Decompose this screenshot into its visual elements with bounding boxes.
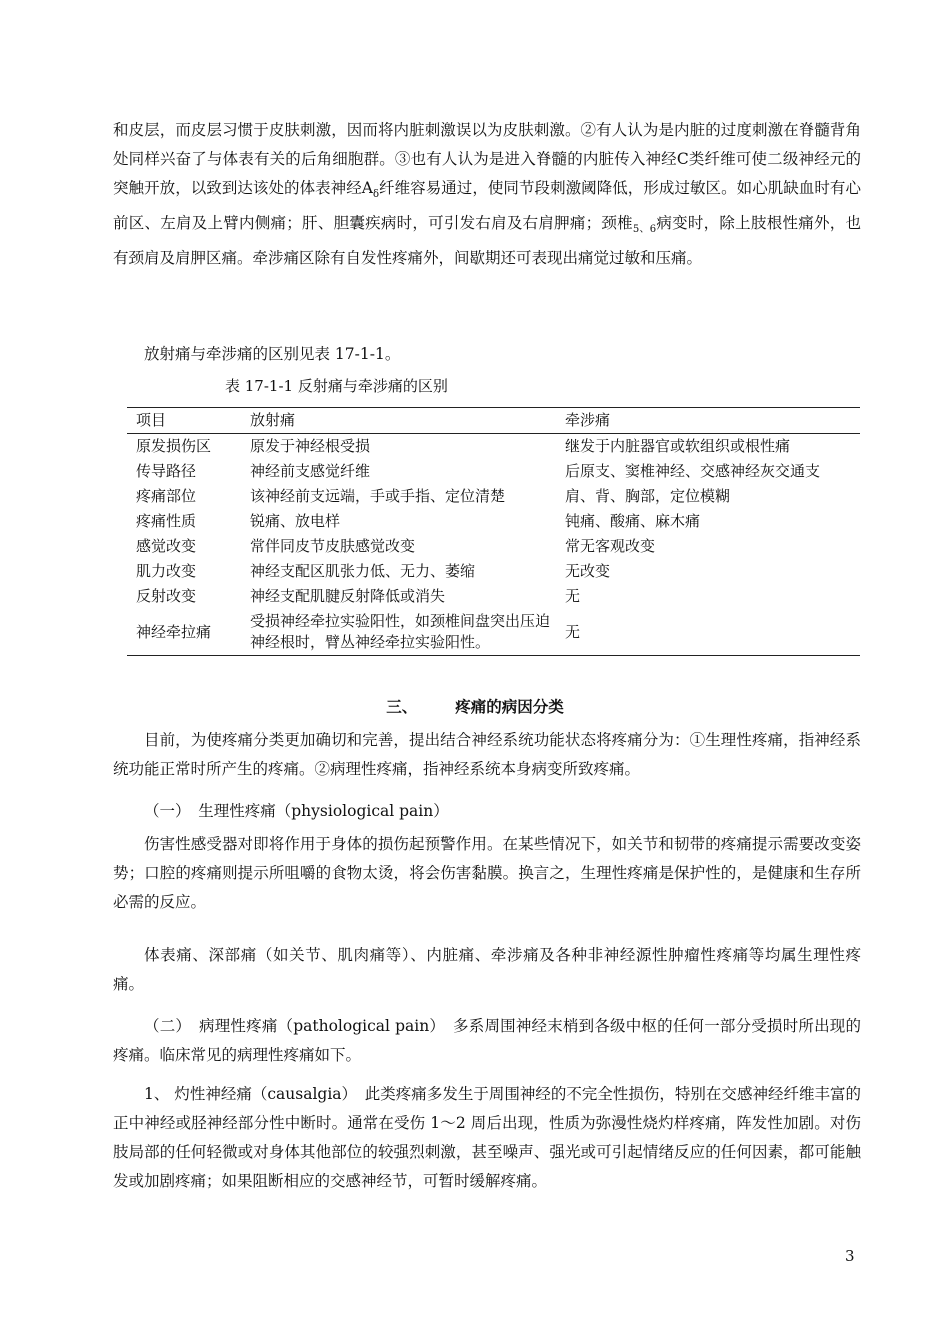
paragraph-physiological-pain: 伤害性感受器对即将作用于身体的损伤起预警作用。在某些情况下，如关节和韧带的疼痛提示需要改变姿势；口腔的疼痛则提示所咀嚼的食物太烫，将会伤害黏膜。换言之，生理性疼痛是保护性的，是健康和生存所必需的反应。 <box>113 835 861 911</box>
paragraph-table-reference: 放射痛与牵涉痛的区别见表 17-1-1。 <box>144 345 401 363</box>
table-cell: 该神经前支远端，手或手指、定位清楚 <box>250 487 506 505</box>
paragraph-text: 纤维容易通过，使同节段刺激阈降低，形成过敏区。如心肌缺血时有心前区、左肩及上臂内侧痛；肝、胆囊疾病时，可引发右肩及右肩胛痛；颈椎 <box>113 179 861 233</box>
table-header-row <box>127 408 860 434</box>
table-cell: 反射改变 <box>136 587 197 605</box>
table-row <box>127 559 860 584</box>
table-row <box>127 484 860 509</box>
table-cell: 常伴同皮节皮肤感觉改变 <box>250 537 416 555</box>
table-row <box>127 534 860 559</box>
table-cell: 肌力改变 <box>136 562 197 580</box>
table-cell: 常无客观改变 <box>565 537 656 555</box>
table-cell: 无改变 <box>565 562 611 580</box>
comparison-table <box>127 407 860 656</box>
table-cell: 疼痛性质 <box>136 512 197 530</box>
table-cell: 肩、背、胸部，定位模糊 <box>565 487 731 505</box>
cervical-subscript: 5、6 <box>632 224 657 236</box>
table-cell: 钝痛、酸痛、麻木痛 <box>565 512 701 530</box>
table-cell: 传导路径 <box>136 462 197 480</box>
table-cell: 受损神经牵拉实验阳性，如颈椎间盘突出压迫神经根时，臂丛神经牵拉实验阳性。 <box>241 609 556 656</box>
table-cell: 无 <box>565 587 581 605</box>
table-row <box>127 609 860 656</box>
table-header-cell: 项目 <box>127 408 241 434</box>
paragraph-physiological-examples: 体表痛、深部痛（如关节、肌肉痛等）、内脏痛、牵涉痛及各种非神经源性肿瘤性疼痛等均属生理性疼痛。 <box>113 946 861 993</box>
paragraph-text: 病变时，除上肢根性痛外，也有颈肩及肩胛区痛。牵涉痛区除有自发性疼痛外，间歇期还可表现出痛觉过敏和压痛。 <box>113 214 861 268</box>
paragraph-causalgia: 1、 灼性神经痛（causalgia） 此类疼痛多发生于周围神经的不完全性损伤，特别在交感神经纤维丰富的正中神经或胫神经部分性中断时。通常在受伤 1～2 周后出现，性质为弥漫性烧灼样疼痛，阵发性加剧。对伤肢局部的任何轻微或对身体其他部位的较强烈刺激，甚至噪声、强光或可引起情绪反应的任何因素，都可能触发或加剧疼痛；如果阻断相应的交感神经节，可暂时缓解疼痛。 <box>113 1085 861 1190</box>
table-cell: 疼痛部位 <box>136 487 197 505</box>
table-cell: 神经牵拉痛 <box>127 609 241 656</box>
table-cell: 原发损伤区 <box>136 437 212 455</box>
table-cell: 神经前支感觉纤维 <box>250 462 371 480</box>
table-cell: 无 <box>556 609 860 656</box>
paragraph-classification: 目前，为使疼痛分类更加确切和完善，提出结合神经系统功能状态将疼痛分为：①生理性疼痛，指神经系统功能正常时所产生的疼痛。②病理性疼痛，指神经系统本身病变所致疼痛。 <box>113 731 861 778</box>
table-header-cell: 放射痛 <box>241 408 556 434</box>
table-cell: 神经支配肌腱反射降低或消失 <box>250 587 446 605</box>
nerve-fiber-symbol: A <box>361 179 373 197</box>
table-cell: 锐痛、放电样 <box>250 512 341 530</box>
table-row <box>127 434 860 460</box>
table-row <box>127 459 860 484</box>
subheading-physiological-pain: （一） 生理性疼痛（physiological pain） <box>144 802 449 820</box>
section-heading <box>0 695 950 719</box>
paragraph-referred-pain-mechanism <box>113 116 861 273</box>
table-cell: 原发于神经根受损 <box>250 437 371 455</box>
nerve-fiber-subscript: δ <box>372 189 379 201</box>
table-cell: 继发于内脏器官或软组织或根性痛 <box>565 437 791 455</box>
table-row <box>127 509 860 534</box>
page-number: 3 <box>845 1247 855 1265</box>
table-header-cell: 牵涉痛 <box>556 408 860 434</box>
section-title: 疼痛的病因分类 <box>455 697 564 716</box>
paragraph-pathological-pain: （二） 病理性疼痛（pathological pain） 多系周围神经末梢到各级中枢的任何一部分受损时所出现的疼痛。临床常见的病理性疼痛如下。 <box>113 1017 861 1064</box>
table-caption: 表 17-1-1 反射痛与牵涉痛的区别 <box>225 377 448 395</box>
table-cell: 后原支、窦椎神经、交感神经灰交通支 <box>565 462 821 480</box>
paragraph-text: 和皮层，而皮层习惯于皮肤刺激，因而将内脏刺激误以为皮肤刺激。②有人认为是内脏的过度刺激在脊髓背角处同样兴奋了与体表有关的后角细胞群。③也有人认为是进入脊髓的内脏传入神经C类纤维可使二级神经元的突触开放，以致到达该处的体表神经 <box>113 121 861 197</box>
section-number: 三、 <box>386 697 418 716</box>
table-cell: 感觉改变 <box>136 537 197 555</box>
table-cell: 神经支配区肌张力低、无力、萎缩 <box>250 562 476 580</box>
table-row <box>127 584 860 609</box>
